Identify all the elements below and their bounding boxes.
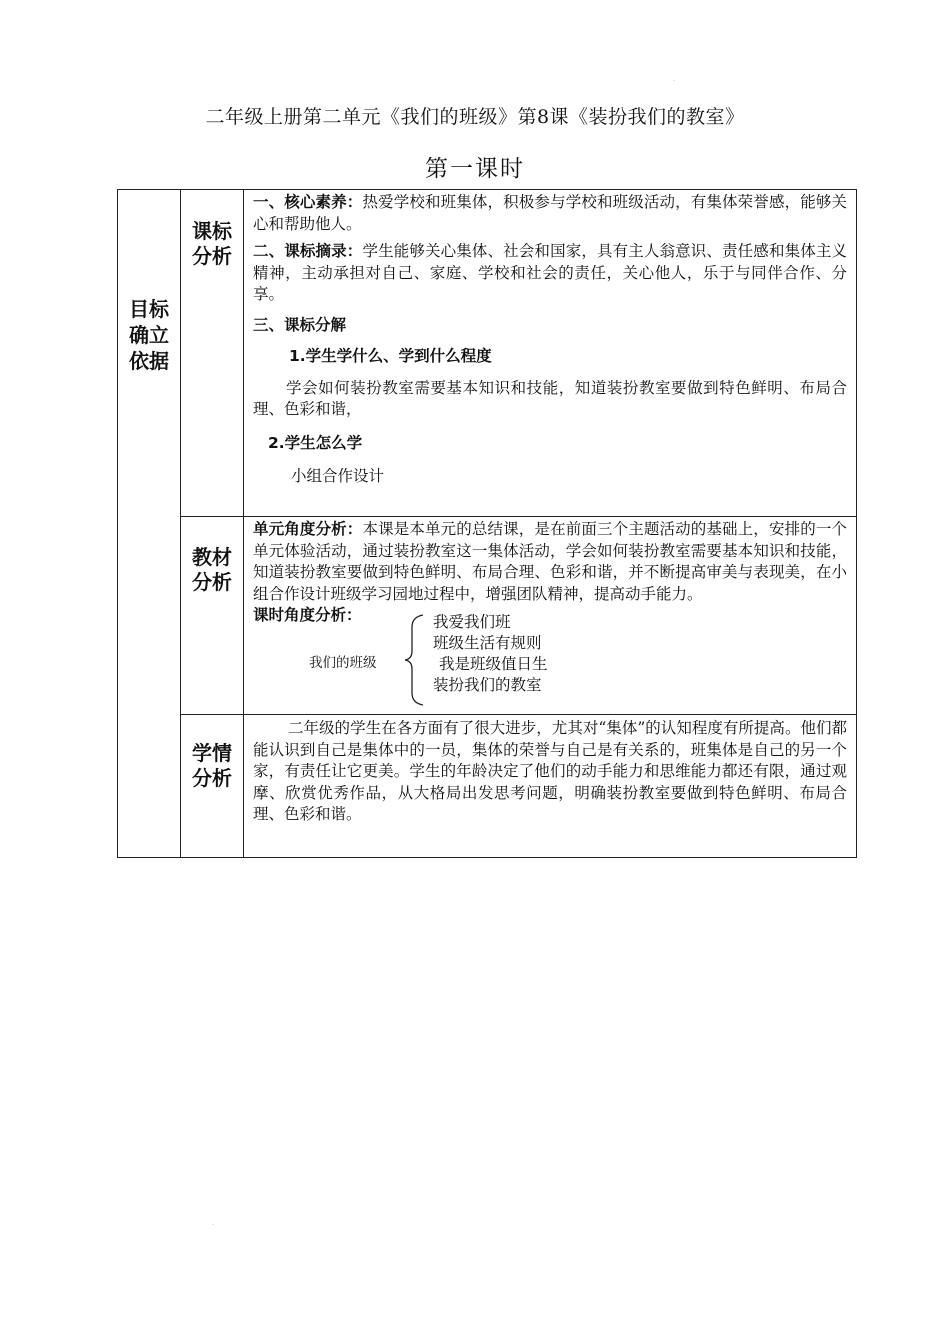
label-line: 课标	[192, 219, 232, 243]
row-xueqing	[118, 715, 857, 858]
plan-table	[117, 189, 857, 858]
q2-label: 2.学生怎么学	[268, 433, 363, 452]
content-xueqing	[244, 715, 857, 858]
lesson-item: 我爱我们班	[433, 612, 511, 631]
category-line: 依据	[129, 349, 169, 373]
xueqing-text: 二年级的学生在各方面有了很大进步，尤其对“集体”的认知程度有所提高。他们都能认识到自己是集体中的一员，集体的荣誉与自己是有关系的，班集体是自己的另一个家，有责任让它更美。学生的年龄决定了他们的动手能力和思维能力都还有限，通过观摩、欣赏优秀作品，从大格局出发思考问题，明确装扮教室要做到特色鲜明、布局合理、色彩和谐。	[253, 719, 847, 823]
core-literacy	[253, 192, 847, 235]
content-jiaocai	[244, 517, 857, 715]
category-cell	[118, 190, 181, 858]
unit-analysis	[253, 519, 847, 605]
lesson-item: 我是班级值日生	[439, 654, 548, 673]
label-line: 教材	[192, 545, 232, 569]
document-title: 二年级上册第二单元《我们的班级》第8课《装扮我们的教室》	[205, 106, 745, 128]
decomp-label: 三、课标分解	[253, 315, 347, 334]
content-kebiao	[244, 190, 857, 517]
brace-icon	[403, 613, 427, 707]
label-xueqing	[181, 715, 244, 858]
speck-mark: ·	[212, 1222, 214, 1229]
lesson-list	[433, 612, 548, 696]
row-kebiao	[118, 190, 857, 517]
label-line: 分析	[192, 244, 232, 268]
row-jiaocai	[118, 517, 857, 715]
unit-text: 本课是本单元的总结课，是在前面三个主题活动的基础上，安排的一个单元体验活动，通过装扮教室这一集体活动，学会如何装扮教室需要基本知识和技能，知道装扮教室要做到特色鲜明、布局合理、色彩和谐，并不断提高审美与表现美，在小组合作设计班级学习园地过程中，增强团队精神，提高动手能力。	[253, 520, 847, 603]
label-line: 分析	[192, 570, 232, 594]
category-line: 目标	[129, 297, 169, 321]
core-label: 一、核心素养：	[253, 193, 363, 211]
unit-name: 我们的班级	[309, 654, 377, 671]
label-line: 学情	[192, 741, 232, 765]
q1-text: 学会如何装扮教室需要基本知识和技能，知道装扮教室要做到特色鲜明、布局合理、色彩和谐，	[253, 378, 847, 418]
core-text: 热爱学校和班集体，积极参与学校和班级活动，有集体荣誉感，能够关心和帮助他人。	[253, 193, 847, 233]
standard-excerpt	[253, 241, 847, 306]
q1-label: 1.学生学什么、学到什么程度	[289, 347, 492, 365]
excerpt-text: 学生能够关心集体、社会和国家，具有主人翁意识、责任感和集体主义精神，主动承担对自己、家庭、学校和社会的责任，关心他人，乐于与同伴合作、分享。	[253, 242, 847, 303]
lesson-item: 装扮我们的教室	[433, 675, 542, 694]
label-kebiao	[181, 190, 244, 517]
label-jiaocai	[181, 517, 244, 715]
unit-label: 单元角度分析：	[253, 520, 363, 538]
category-line: 确立	[129, 323, 169, 347]
lesson-item: 班级生活有规则	[433, 633, 542, 652]
q2-text: 小组合作设计	[291, 467, 385, 485]
excerpt-label: 二、课标摘录：	[253, 242, 363, 260]
speck-mark: ·	[673, 78, 675, 85]
lesson-label: 课时角度分析：	[253, 606, 362, 624]
label-line: 分析	[192, 766, 232, 790]
document-subtitle: 第一课时	[425, 156, 525, 182]
